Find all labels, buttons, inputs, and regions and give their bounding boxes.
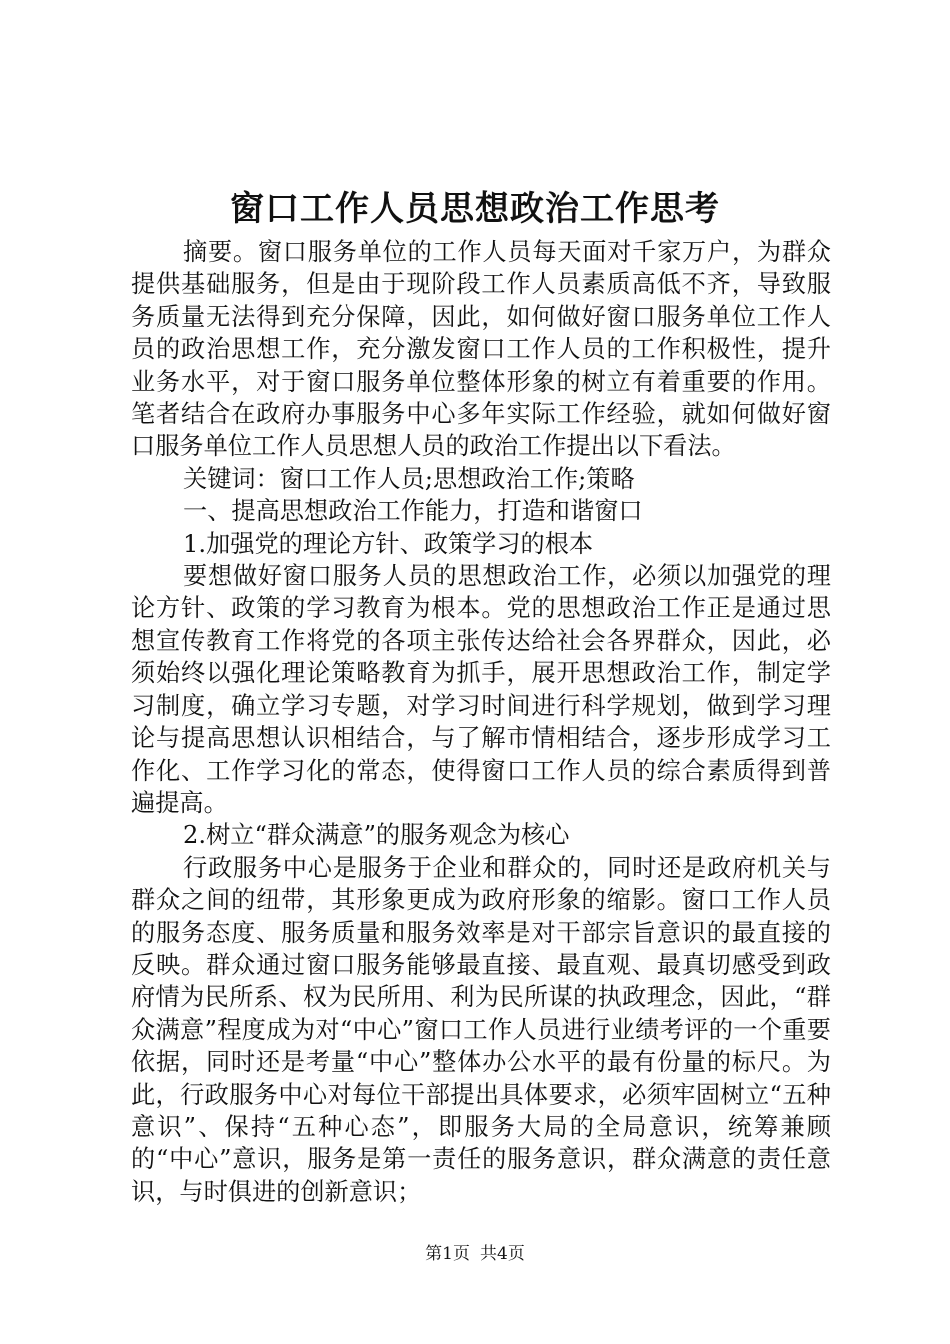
document-body <box>131 236 831 1208</box>
page-footer <box>0 1243 950 1265</box>
abstract-paragraph: 摘要。窗口服务单位的工作人员每天面对千家万户，为群众提供基础服务，但是由于现阶段工作人员素质高低不齐，导致服务质量无法得到充分保障，因此，如何做好窗口服务单位工作人员的政治思想工作，充分激发窗口工作人员的工作积极性，提升业务水平，对于窗口服务单位整体形象的树立有着重要的作用。笔者结合在政府办事服务中心多年实际工作经验，就如何做好窗口服务单位工作人员思想人员的政治工作提出以下看法。 <box>131 238 831 461</box>
document-title: 窗口工作人员思想政治工作思考 <box>230 189 720 229</box>
keywords-line: 关键词：窗口工作人员;思想政治工作;策略 <box>183 464 635 493</box>
subsection-heading-1: 1.加强党的理论方针、政策学习的根本 <box>183 529 594 558</box>
subsection-heading-2: 2.树立“群众满意”的服务观念为核心 <box>183 821 570 850</box>
section-heading-1: 一、提高思想政治工作能力，打造和谐窗口 <box>183 497 643 526</box>
body-paragraph-2: 行政服务中心是服务于企业和群众的，同时还是政府机关与群众之间的纽带，其形象更成为政府形象的缩影。窗口工作人员的服务态度、服务质量和服务效率是对干部宗旨意识的最直接的反映。群众通过窗口服务能够最直接、最直观、最真切感受到政府情为民所系、权为民所用、利为民所谋的执政理念，因此，“群众满意”程度成为对“中心”窗口工作人员进行业绩考评的一个重要依据，同时还是考量“中心”整体办公水平的最有份量的标尺。为此，行政服务中心对每位干部提出具体要求，必须牢固树立“五种意识”、保持“五种心态”，即服务大局的全局意识，统筹兼顾的“中心”意识，服务是第一责任的服务意识，群众满意的责任意识，与时俱进的创新意识； <box>131 853 831 1206</box>
page-total: 共4页 <box>480 1244 525 1264</box>
body-paragraph-1: 要想做好窗口服务人员的思想政治工作，必须以加强党的理论方针、政策的学习教育为根本。党的思想政治工作正是通过思想宣传教育工作将党的各项主张传达给社会各界群众，因此，必须始终以强化理论策略教育为抓手，展开思想政治工作，制定学习制度，确立学习专题，对学习时间进行科学规划，做到学习理论与提高思想认识相结合，与了解市情相结合，逐步形成学习工作化、工作学习化的常态，使得窗口工作人员的综合素质得到普遍提高。 <box>131 562 831 817</box>
page-number: 第1页 <box>425 1244 470 1264</box>
